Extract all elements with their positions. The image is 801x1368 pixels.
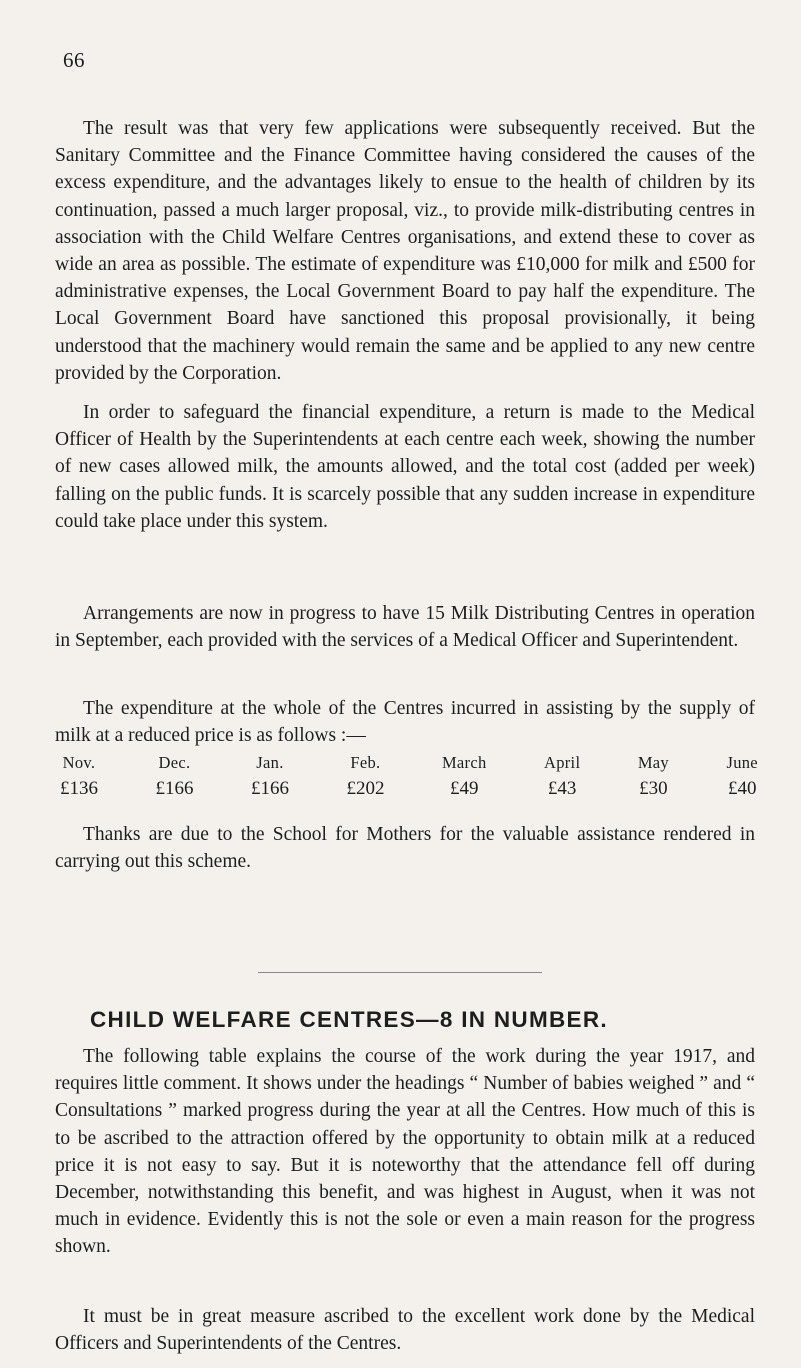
expenditure-month: April — [544, 753, 581, 772]
expenditure-month: Dec. — [158, 753, 191, 772]
paragraph-thanks: Thanks are due to the School for Mothers for the valuable assistance rendered in carrying out this scheme. — [55, 824, 755, 873]
expenditure-column — [60, 753, 98, 802]
expenditure-column — [155, 753, 193, 802]
page-number: 66 — [63, 48, 85, 72]
expenditure-amount: £49 — [449, 778, 479, 799]
expenditure-amount: £166 — [250, 778, 289, 799]
paragraph-credit: It must be in great measure ascribed to the excellent work done by the Medical Officers and Superintendents of the Centres. — [55, 1306, 755, 1355]
expenditure-amount: £202 — [346, 778, 385, 799]
expenditure-amount: £136 — [60, 778, 98, 799]
expenditure-amount: £43 — [547, 778, 577, 799]
expenditure-amount: £30 — [639, 778, 668, 799]
expenditure-column — [638, 753, 669, 802]
expenditure-column — [442, 753, 487, 802]
expenditure-month: March — [441, 753, 487, 772]
expenditure-column — [346, 753, 384, 802]
paragraph-table-explanation: The following table explains the course of the work during the year 1917, and requires little comment. It shows under the headings “ Number of babies weighed ” and “ Consultations ” marked progress during the year at all the Centres. How much of this is to be ascribed to the attraction offered by the opportunity to obtain milk at a reduced price it is not easy to say. But it is noteworthy that the attendance fell off during December, notwithstanding this benefit, and was highest in August, when it was not much in evidence. Evidently this is not the sole or even a main reason for the progress shown. — [55, 1046, 755, 1258]
paragraph-financial-safeguard: In order to safeguard the financial expenditure, a return is made to the Medical Officer of Health by the Superintendents at each centre each week, showing the number of new cases allowed milk, the amounts allowed, and the total cost (added per week) falling on the public funds. It is scarcely possible that any sudden increase in expenditure could take place under this system. — [55, 402, 755, 532]
expenditure-table — [60, 753, 758, 802]
section-divider — [258, 972, 542, 973]
expenditure-column — [251, 753, 289, 802]
expenditure-month: Nov. — [62, 753, 96, 772]
expenditure-month: Jan. — [256, 753, 284, 772]
expenditure-column — [544, 753, 580, 802]
paragraph-arrangements: Arrangements are now in progress to have 15 Milk Distributing Centres in operation in September, each provided with the services of a Medical Officer and Superintendent. — [55, 603, 755, 652]
expenditure-amount: £40 — [727, 778, 757, 799]
paragraph-milk-proposal: The result was that very few applications were subsequently received. But the Sanitary Committee and the Finance Committee having considered the causes of the excess expenditure, and the advantages likely to ensue to the health of children by its continuation, passed a much larger proposal, viz., to provide milk-distributing centres in association with the Child Welfare Centres organisations, and extend these to cover as wide an area as possible. The estimate of expenditure was £10,000 for milk and £500 for administrative expenses, the Local Government Board to pay half the expenditure. The Local Government Board have sanctioned this proposal provisionally, it being understood that the machinery would remain the same and be applied to any new centre provided by the Corporation. — [55, 118, 755, 384]
expenditure-amount: £166 — [155, 778, 194, 799]
expenditure-month: May — [637, 753, 669, 772]
paragraph-expenditure-intro: The expenditure at the whole of the Centres incurred in assisting by the supply of milk at a reduced price is as follows :— — [55, 698, 755, 747]
expenditure-month: Feb. — [350, 753, 381, 772]
expenditure-month: June — [726, 753, 758, 772]
expenditure-column — [726, 753, 757, 802]
section-heading: CHILD WELFARE CENTRES—8 IN NUMBER. — [90, 1007, 608, 1032]
